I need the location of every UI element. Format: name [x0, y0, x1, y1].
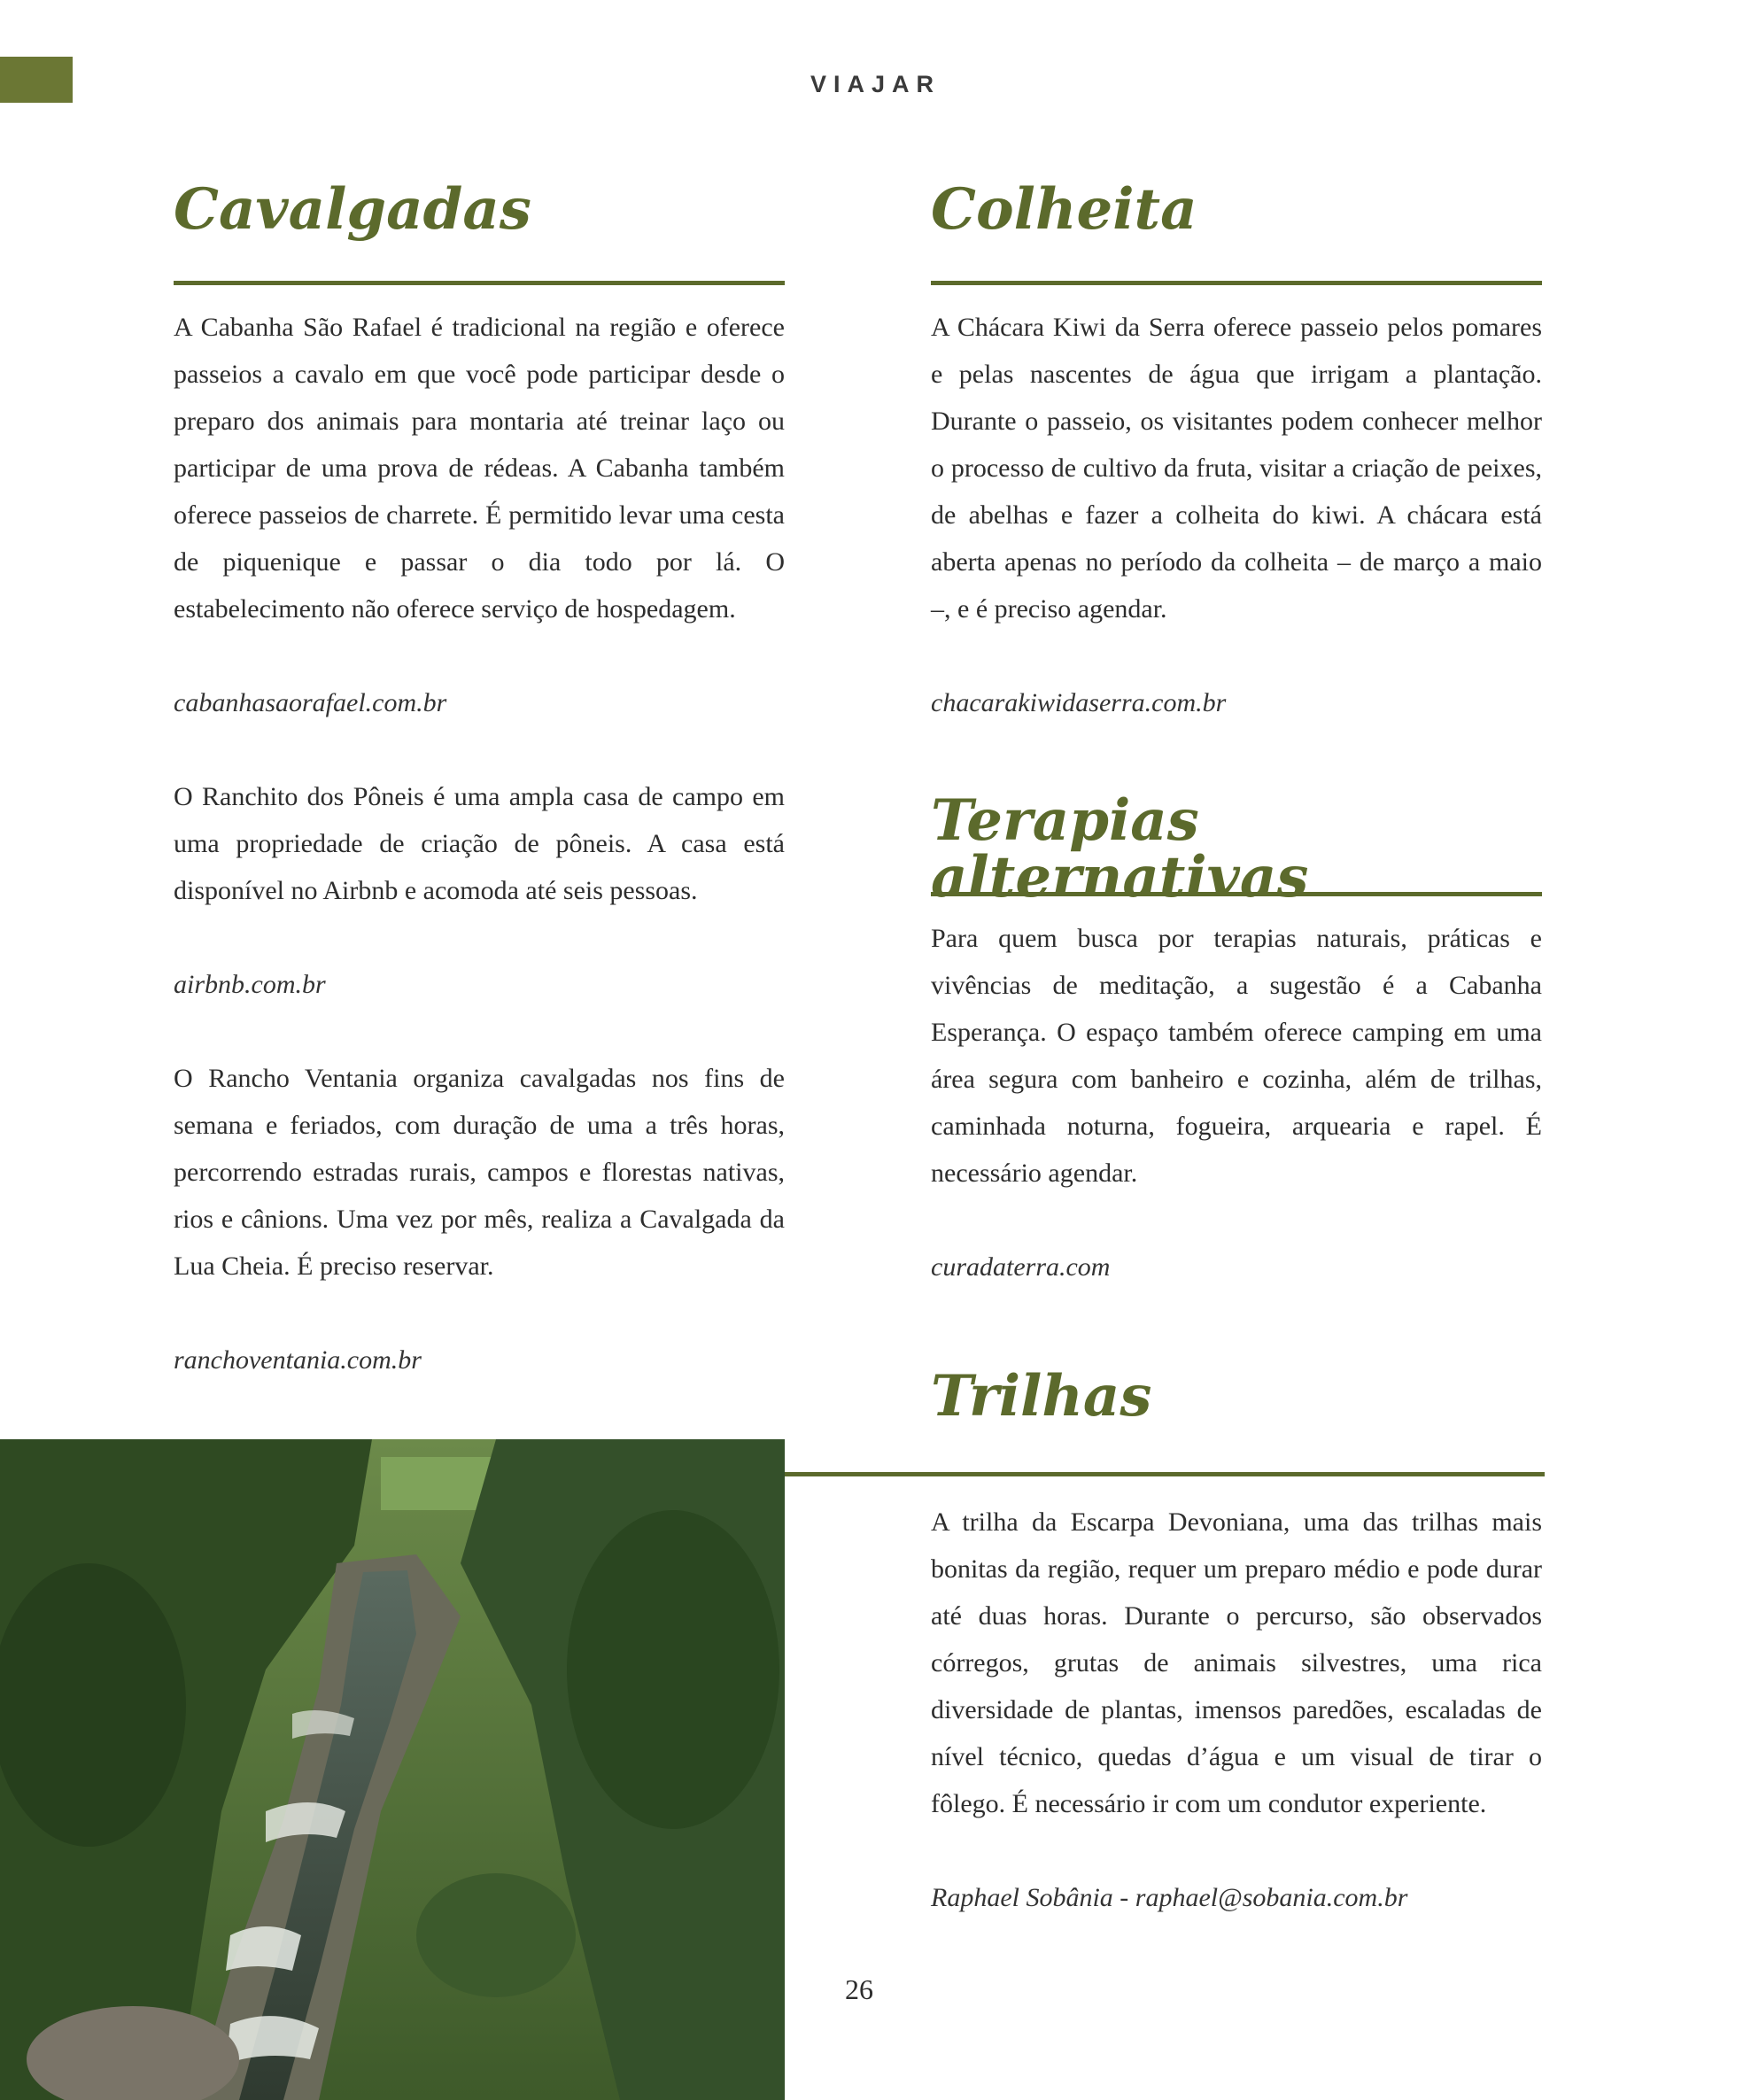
cavalgadas-paragraph-2: O Ranchito dos Pôneis é uma ampla casa de campo em uma propriedade de criação de pôneis. A casa está disponível no Airbnb e acomoda até seis pessoas.: [174, 782, 785, 905]
trilhas-heading: Trilhas: [931, 1363, 1152, 1430]
cavalgadas-link-1[interactable]: cabanhasaorafael.com.br: [174, 688, 447, 717]
colheita-link[interactable]: chacarakiwidaserra.com.br: [931, 688, 1227, 717]
cavalgadas-heading: Cavalgadas: [174, 176, 531, 243]
page-number: 26: [845, 1973, 873, 2005]
cavalgadas-link-3[interactable]: ranchoventania.com.br: [174, 1345, 422, 1375]
river-canyon-photo: [0, 1439, 785, 2100]
trilhas-paragraph: A trilha da Escarpa Devoniana, uma das trilhas mais bonitas da região, requer um preparo médio e pode durar até duas horas. Durante o percurso, são observados córregos, grutas de animais silvestres, uma rica diversidade de plantas, imensos paredões, escaladas de nível técnico, quedas d’água e um visual de tirar o fôlego. É necessário ir com um condutor experiente.: [931, 1507, 1542, 1818]
cavalgadas-link-2[interactable]: airbnb.com.br: [174, 970, 326, 999]
trilhas-rule: [785, 1472, 1545, 1476]
cavalgadas-paragraph-1: A Cabanha São Rafael é tradicional na região e oferece passeios a cavalo em que você pode participar desde o preparo dos animais para montaria até treinar laço ou participar de uma prova de rédeas. A Cabanha também oferece passeios de charrete. É permitido levar uma cesta de piquenique e passar o dia todo por lá. O estabelecimento não oferece serviço de hospedagem.: [174, 313, 785, 624]
terapias-heading: Terapias alternativas: [931, 787, 1309, 911]
colheita-section: [931, 176, 1542, 726]
trilhas-section: [931, 1363, 1542, 1921]
section-tag: VIAJAR: [810, 71, 941, 97]
cavalgadas-section: [174, 176, 785, 1383]
river-canyon-illustration: [0, 1439, 785, 2100]
colheita-heading: Colheita: [931, 176, 1197, 243]
colheita-paragraph: A Chácara Kiwi da Serra oferece passeio pelos pomares e pelas nascentes de água que irrigam a plantação. Durante o passeio, os visitantes podem conhecer melhor o processo de cultivo da fruta, visitar a criação de peixes, de abelhas e fazer a colheita do kiwi. A chácara está aberta apenas no período da colheita – de março a maio –, e é preciso agendar.: [931, 313, 1542, 624]
cavalgadas-rule: [174, 281, 785, 285]
terapias-section: [931, 787, 1542, 1290]
terapias-paragraph: Para quem busca por terapias naturais, práticas e vivências de meditação, a sugestão é a Cabanha Esperança. O espaço também oferece camping em uma área segura com banheiro e cozinha, além de trilhas, caminhada noturna, fogueira, arquearia e rapel. É necessário agendar.: [931, 924, 1542, 1188]
colheita-rule: [931, 281, 1542, 285]
terapias-link[interactable]: curadaterra.com: [931, 1252, 1111, 1282]
cavalgadas-paragraph-3: O Rancho Ventania organiza cavalgadas nos fins de semana e feriados, com duração de uma a três horas, percorrendo estradas rurais, campos e florestas nativas, rios e cânions. Uma vez por mês, realiza a Cavalgada da Lua Cheia. É preciso reservar.: [174, 1064, 785, 1281]
trilhas-credit: Raphael Sobânia - raphael@sobania.com.br: [931, 1883, 1408, 1912]
